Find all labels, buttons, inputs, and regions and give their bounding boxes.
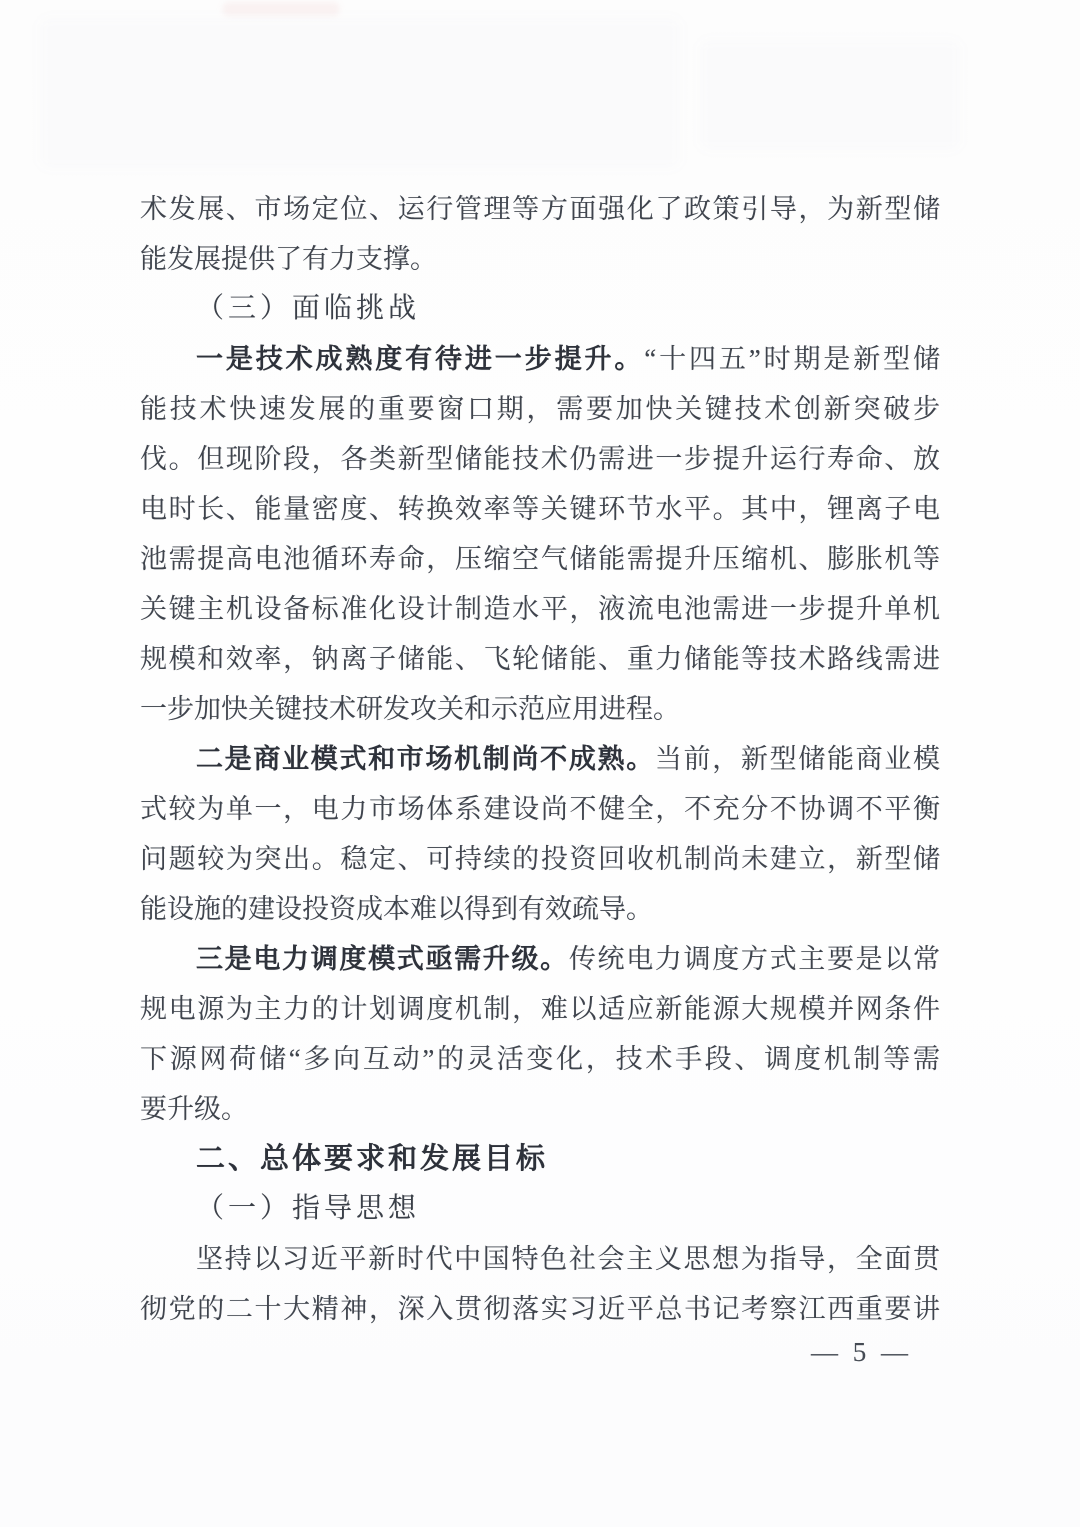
body-text-line: 规模和效率，钠离子储能、飞轮储能、重力储能等技术路线需进 (140, 644, 940, 674)
bold-lead-text: 一是技术成熟度有待进一步提升。 (196, 344, 645, 374)
bold-lead-text: 二是商业模式和市场机制尚不成熟。 (196, 744, 655, 774)
body-text-line: 术发展、市场定位、运行管理等方面强化了政策引导，为新型储 (140, 194, 940, 224)
body-text-line: 池需提高电池循环寿命，压缩空气储能需提升压缩机、膨胀机等 (140, 544, 940, 574)
body-text-line: 关键主机设备标准化设计制造水平，液流电池需进一步提升单机 (140, 594, 940, 624)
body-text: “十四五”时期是新型储 (644, 344, 940, 374)
scan-artifact (222, 2, 340, 16)
body-text-line: 彻党的二十大精神，深入贯彻落实习近平总书记考察江西重要讲 (140, 1294, 940, 1324)
body-text-line: 能设施的建设投资成本难以得到有效疏导。 (140, 894, 653, 924)
section-heading-overall-requirements: 二、总体要求和发展目标 (196, 1143, 549, 1175)
body-text-line: 要升级。 (140, 1094, 248, 1124)
body-text-line (140, 334, 940, 384)
subsection-heading-guiding-ideology: （一）指导思想 (196, 1193, 421, 1224)
body-text-line: 电时长、能量密度、转换效率等关键环节水平。其中，锂离子电 (140, 494, 940, 524)
body-text-line: 坚持以习近平新时代中国特色社会主义思想为指导，全面贯 (196, 1244, 940, 1274)
page-number: — 5 — (811, 1337, 912, 1367)
body-text-line (140, 734, 940, 784)
scan-artifact (700, 40, 960, 150)
body-text-line: 伐。但现阶段，各类新型储能技术仍需进一步提升运行寿命、放 (140, 444, 940, 474)
scan-artifact (40, 18, 680, 168)
body-text-line: 式较为单一，电力市场体系建设尚不健全，不充分不协调不平衡 (140, 794, 940, 824)
body-text: 传统电力调度方式主要是以常 (568, 944, 940, 974)
body-text-line: 下源网荷储“多向互动”的灵活变化，技术手段、调度机制等需 (140, 1044, 940, 1074)
body-text-line: 问题较为突出。稳定、可持续的投资回收机制尚未建立，新型储 (140, 844, 940, 874)
document-body (140, 184, 940, 1334)
body-text-line: 一步加快关键技术研发攻关和示范应用进程。 (140, 694, 680, 724)
body-text-line: 能发展提供了有力支撑。 (140, 244, 437, 274)
body-text: 当前，新型储能商业模 (654, 744, 940, 774)
subsection-heading-challenges: （三）面临挑战 (196, 293, 421, 324)
body-text-line (140, 934, 940, 984)
body-text-line: 能技术快速发展的重要窗口期，需要加快关键技术创新突破步 (140, 394, 940, 424)
bold-lead-text: 三是电力调度模式亟需升级。 (196, 944, 569, 974)
body-text-line: 规电源为主力的计划调度机制，难以适应新能源大规模并网条件 (140, 994, 940, 1024)
